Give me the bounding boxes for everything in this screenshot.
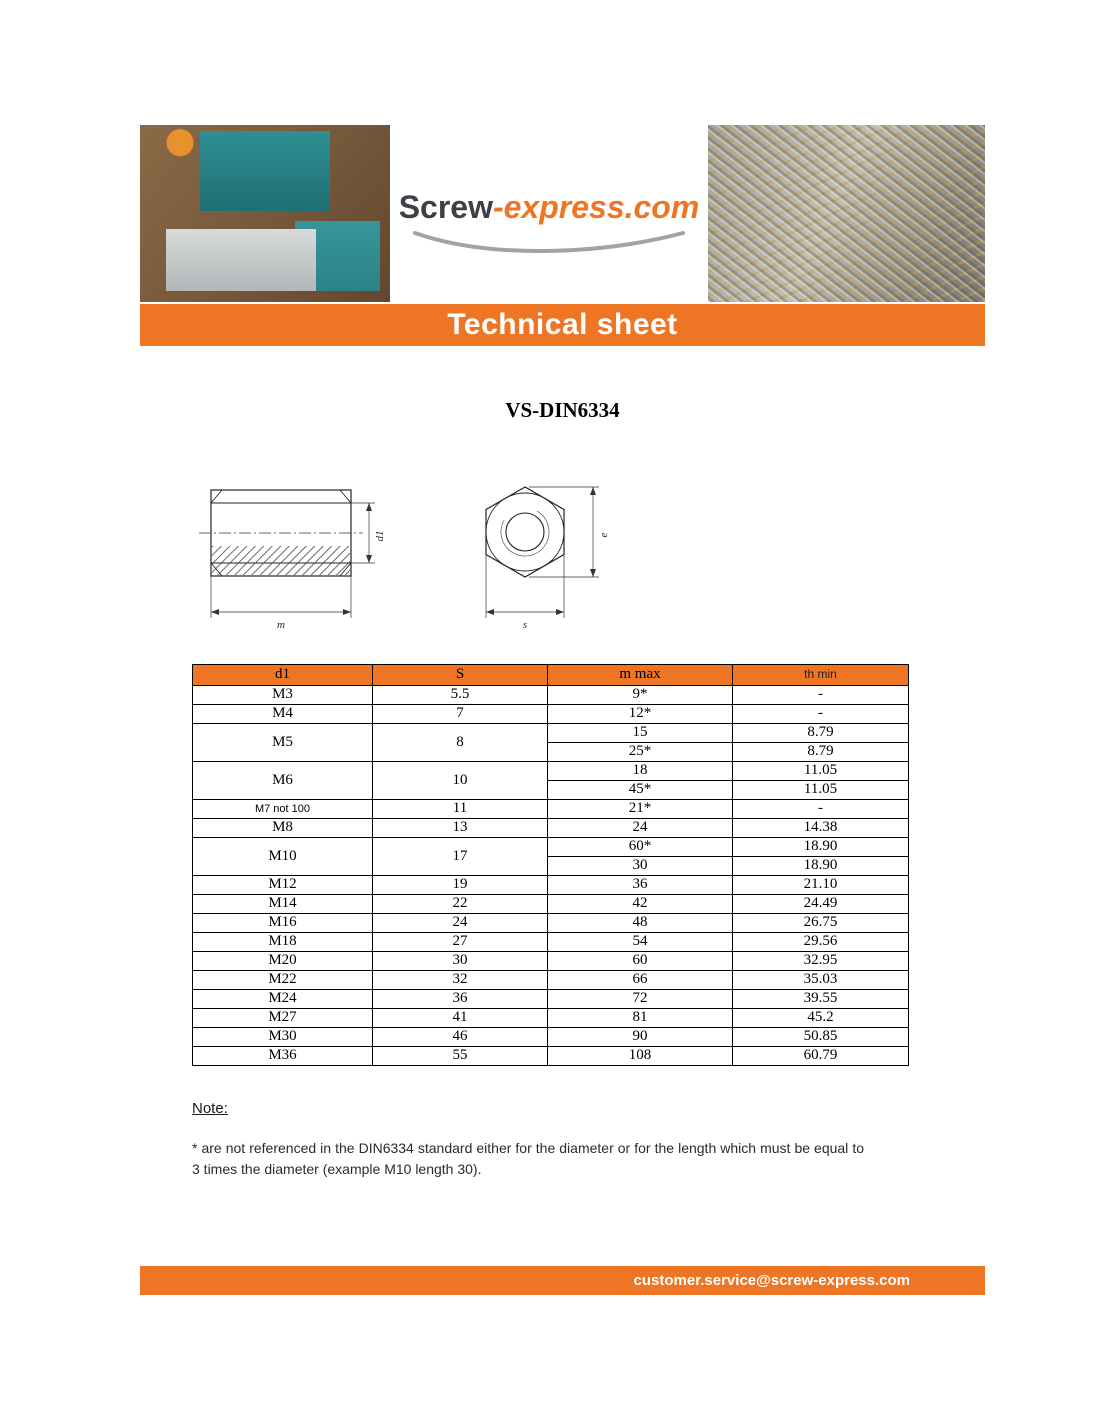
cell-th-min: 60.79: [733, 1047, 909, 1066]
cell-m-max: 18: [548, 762, 733, 781]
footer: [140, 1266, 985, 1295]
cell-d1: M27: [193, 1009, 373, 1028]
cell-s: 24: [373, 914, 548, 933]
cell-s: 36: [373, 990, 548, 1009]
cell-th-min: 29.56: [733, 933, 909, 952]
table-row: [193, 705, 909, 724]
cell-th-min: 8.79: [733, 743, 909, 762]
logo-swoosh-icon: [409, 229, 689, 255]
table-row: [193, 914, 909, 933]
cell-s: 5.5: [373, 686, 548, 705]
cell-d1: M7 not 100: [193, 800, 373, 819]
cell-th-min: 50.85: [733, 1028, 909, 1047]
cell-s: 46: [373, 1028, 548, 1047]
table-row: [193, 952, 909, 971]
cell-s: 41: [373, 1009, 548, 1028]
cell-m-max: 54: [548, 933, 733, 952]
cell-d1: M8: [193, 819, 373, 838]
table-row: [193, 838, 909, 857]
cell-th-min: 18.90: [733, 857, 909, 876]
cell-m-max: 72: [548, 990, 733, 1009]
cell-s: 19: [373, 876, 548, 895]
table-row: [193, 1009, 909, 1028]
cell-m-max: 90: [548, 1028, 733, 1047]
cell-d1: M3: [193, 686, 373, 705]
cell-m-max: 21*: [548, 800, 733, 819]
spec-table-body: [193, 686, 909, 1066]
table-row: [193, 1047, 909, 1066]
cell-m-max: 60*: [548, 838, 733, 857]
side-view-drawing: [195, 470, 405, 632]
cell-th-min: 21.10: [733, 876, 909, 895]
cell-d1: M12: [193, 876, 373, 895]
screw-pile-photo: [708, 125, 985, 302]
header-th-min: th min: [733, 665, 909, 686]
workbench-photo: [140, 125, 390, 302]
cell-d1: M24: [193, 990, 373, 1009]
dim-label-s: s: [522, 619, 528, 631]
cell-th-min: 24.49: [733, 895, 909, 914]
header-m-max: m max: [548, 665, 733, 686]
cell-th-min: 18.90: [733, 838, 909, 857]
note-label: Note:: [192, 1100, 228, 1117]
table-header-row: [193, 665, 909, 686]
dim-label-m: m: [277, 619, 285, 631]
cell-d1: M18: [193, 933, 373, 952]
cell-d1: M16: [193, 914, 373, 933]
cell-d1: M10: [193, 838, 373, 876]
table-row: [193, 971, 909, 990]
banner-title: Technical sheet: [447, 308, 678, 341]
header: [140, 125, 985, 302]
banner: [140, 304, 985, 346]
logo: [390, 125, 708, 302]
table-row: [193, 1028, 909, 1047]
cell-m-max: 12*: [548, 705, 733, 724]
cell-m-max: 48: [548, 914, 733, 933]
cell-d1: M4: [193, 705, 373, 724]
table-row: [193, 724, 909, 743]
cell-d1: M5: [193, 724, 373, 762]
cell-m-max: 108: [548, 1047, 733, 1066]
footer-email: customer.service@screw-express.com: [633, 1272, 910, 1289]
cell-m-max: 25*: [548, 743, 733, 762]
cell-s: 8: [373, 724, 548, 762]
cell-m-max: 15: [548, 724, 733, 743]
cell-s: 7: [373, 705, 548, 724]
logo-text-secondary: -express.com: [492, 188, 700, 225]
cell-m-max: 42: [548, 895, 733, 914]
cell-th-min: 32.95: [733, 952, 909, 971]
cell-th-min: 39.55: [733, 990, 909, 1009]
cell-th-min: 14.38: [733, 819, 909, 838]
cell-s: 10: [373, 762, 548, 800]
cell-s: 55: [373, 1047, 548, 1066]
table-row: [193, 819, 909, 838]
cell-s: 13: [373, 819, 548, 838]
table-row: [193, 762, 909, 781]
cell-d1: M14: [193, 895, 373, 914]
cell-d1: M22: [193, 971, 373, 990]
header-d1: d1: [193, 665, 373, 686]
cell-s: 22: [373, 895, 548, 914]
technical-drawings: [195, 470, 623, 632]
cell-s: 17: [373, 838, 548, 876]
table-row: [193, 800, 909, 819]
dim-label-e: e: [598, 532, 610, 538]
header-s: S: [373, 665, 548, 686]
cell-th-min: 8.79: [733, 724, 909, 743]
document-title: VS-DIN6334: [505, 398, 620, 422]
cell-m-max: 45*: [548, 781, 733, 800]
cell-th-min: 35.03: [733, 971, 909, 990]
cell-th-min: -: [733, 800, 909, 819]
cell-s: 32: [373, 971, 548, 990]
spec-table: [192, 664, 909, 1066]
logo-text: [398, 188, 700, 225]
table-row: [193, 895, 909, 914]
cell-m-max: 9*: [548, 686, 733, 705]
cell-th-min: 11.05: [733, 781, 909, 800]
cell-th-min: 26.75: [733, 914, 909, 933]
table-row: [193, 990, 909, 1009]
cell-th-min: -: [733, 705, 909, 724]
cell-m-max: 66: [548, 971, 733, 990]
cell-d1: M30: [193, 1028, 373, 1047]
hex-view-drawing: [453, 470, 623, 632]
cell-s: 27: [373, 933, 548, 952]
table-row: [193, 933, 909, 952]
cell-m-max: 24: [548, 819, 733, 838]
table-row: [193, 876, 909, 895]
cell-d1: M20: [193, 952, 373, 971]
cell-th-min: 11.05: [733, 762, 909, 781]
logo-text-primary: Screw: [398, 188, 493, 225]
cell-m-max: 60: [548, 952, 733, 971]
footnote: * are not referenced in the DIN6334 standard either for the diameter or for the length which must be equal to 3 times the diameter (example M10 length 30).: [192, 1140, 864, 1177]
dim-label-d1: d1: [374, 530, 386, 542]
cell-s: 11: [373, 800, 548, 819]
cell-s: 30: [373, 952, 548, 971]
cell-th-min: -: [733, 686, 909, 705]
cell-m-max: 36: [548, 876, 733, 895]
cell-th-min: 45.2: [733, 1009, 909, 1028]
cell-m-max: 30: [548, 857, 733, 876]
cell-d1: M36: [193, 1047, 373, 1066]
table-row: [193, 686, 909, 705]
cell-m-max: 81: [548, 1009, 733, 1028]
cell-d1: M6: [193, 762, 373, 800]
